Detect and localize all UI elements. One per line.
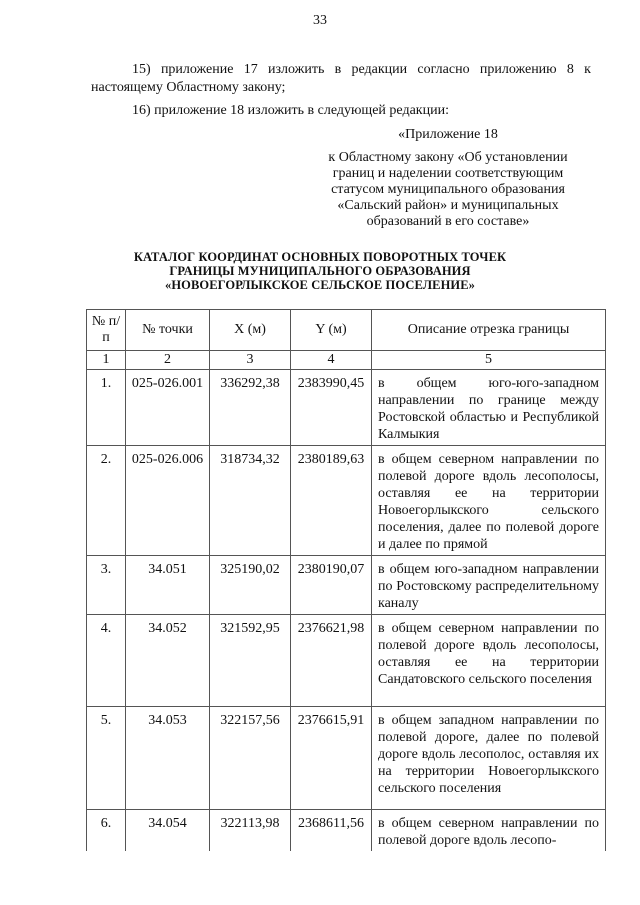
- row-x: 321592,95: [210, 615, 291, 707]
- header-number: 5: [372, 351, 606, 370]
- row-index: 3.: [87, 556, 126, 615]
- row-point: 025-026.006: [126, 446, 210, 556]
- row-y: 2376615,91: [291, 707, 372, 810]
- row-x: 322113,98: [210, 810, 291, 852]
- row-y: 2383990,45: [291, 370, 372, 446]
- row-index: 1.: [87, 370, 126, 446]
- table-row: [87, 810, 606, 852]
- row-description: в общем северном направлении по полевой дороге вдоль лесополосы, оставляя ее на территории Сандатовского сельского поселения: [372, 615, 606, 707]
- row-point: 34.053: [126, 707, 210, 810]
- header-y: Y (м): [291, 310, 372, 351]
- coordinates-table: [86, 309, 606, 851]
- row-x: 322157,56: [210, 707, 291, 810]
- row-x: 318734,32: [210, 446, 291, 556]
- row-point: 34.051: [126, 556, 210, 615]
- table-row: [87, 707, 606, 810]
- header-x: X (м): [210, 310, 291, 351]
- catalog-title: КАТАЛОГ КООРДИНАТ ОСНОВНЫХ ПОВОРОТНЫХ ТОЧЕК ГРАНИЦЫ МУНИЦИПАЛЬНОГО ОБРАЗОВАНИЯ «НОВОЕГОРЛЫКСКОЕ СЕЛЬСКОЕ ПОСЕЛЕНИЕ»: [133, 250, 507, 292]
- table-row: [87, 556, 606, 615]
- table-row: [87, 446, 606, 556]
- header-number: 1: [87, 351, 126, 370]
- table-row: [87, 615, 606, 707]
- row-y: 2380190,07: [291, 556, 372, 615]
- row-y: 2380189,63: [291, 446, 372, 556]
- header-description: Описание отрезка границы: [372, 310, 606, 351]
- paragraph-15: 15) приложение 17 изложить в редакции согласно приложению 8 к настоящему Областному закону;: [91, 62, 591, 95]
- table-row: [87, 370, 606, 446]
- table-header-numbers-row: [87, 351, 606, 370]
- row-point: 34.052: [126, 615, 210, 707]
- row-point: 025-026.001: [126, 370, 210, 446]
- appendix-subtitle: к Областному закону «Об установлении границ и наделении соответствующим статусом муниципального образования «Сальский район» и муниципальных образований в его составе»: [328, 150, 568, 229]
- row-description: в общем юго-юго-западном направлении по границе между Ростовской областью и Республикой Калмыкия: [372, 370, 606, 446]
- table-header-row: [87, 310, 606, 351]
- row-description: в общем юго-западном направлении по Ростовскому распределительному каналу: [372, 556, 606, 615]
- row-index: 5.: [87, 707, 126, 810]
- header-point: № точки: [126, 310, 210, 351]
- row-index: 6.: [87, 810, 126, 852]
- row-x: 336292,38: [210, 370, 291, 446]
- row-description: в общем западном направлении по полевой дороге, далее по полевой дороге вдоль лесополос, оставляя их на территории Новоегорлыкского сельского поселения: [372, 707, 606, 810]
- row-y: 2376621,98: [291, 615, 372, 707]
- appendix-title: «Приложение 18: [398, 127, 498, 142]
- row-description: в общем северном направлении по полевой дороге вдоль лесополосы, оставляя ее на территории Новоегорлыкского сельского поселения, далее по полевой дороге и далее по прямой: [372, 446, 606, 556]
- row-x: 325190,02: [210, 556, 291, 615]
- row-point: 34.054: [126, 810, 210, 852]
- header-number: 4: [291, 351, 372, 370]
- paragraph-16: 16) приложение 18 изложить в следующей редакции:: [132, 103, 449, 118]
- row-index: 2.: [87, 446, 126, 556]
- header-number: 3: [210, 351, 291, 370]
- row-y: 2368611,56: [291, 810, 372, 852]
- page-number: 33: [313, 13, 327, 28]
- row-description: в общем северном направлении по полевой дороге вдоль лесопо-: [372, 810, 606, 852]
- header-index: № п/п: [87, 310, 126, 351]
- row-index: 4.: [87, 615, 126, 707]
- header-number: 2: [126, 351, 210, 370]
